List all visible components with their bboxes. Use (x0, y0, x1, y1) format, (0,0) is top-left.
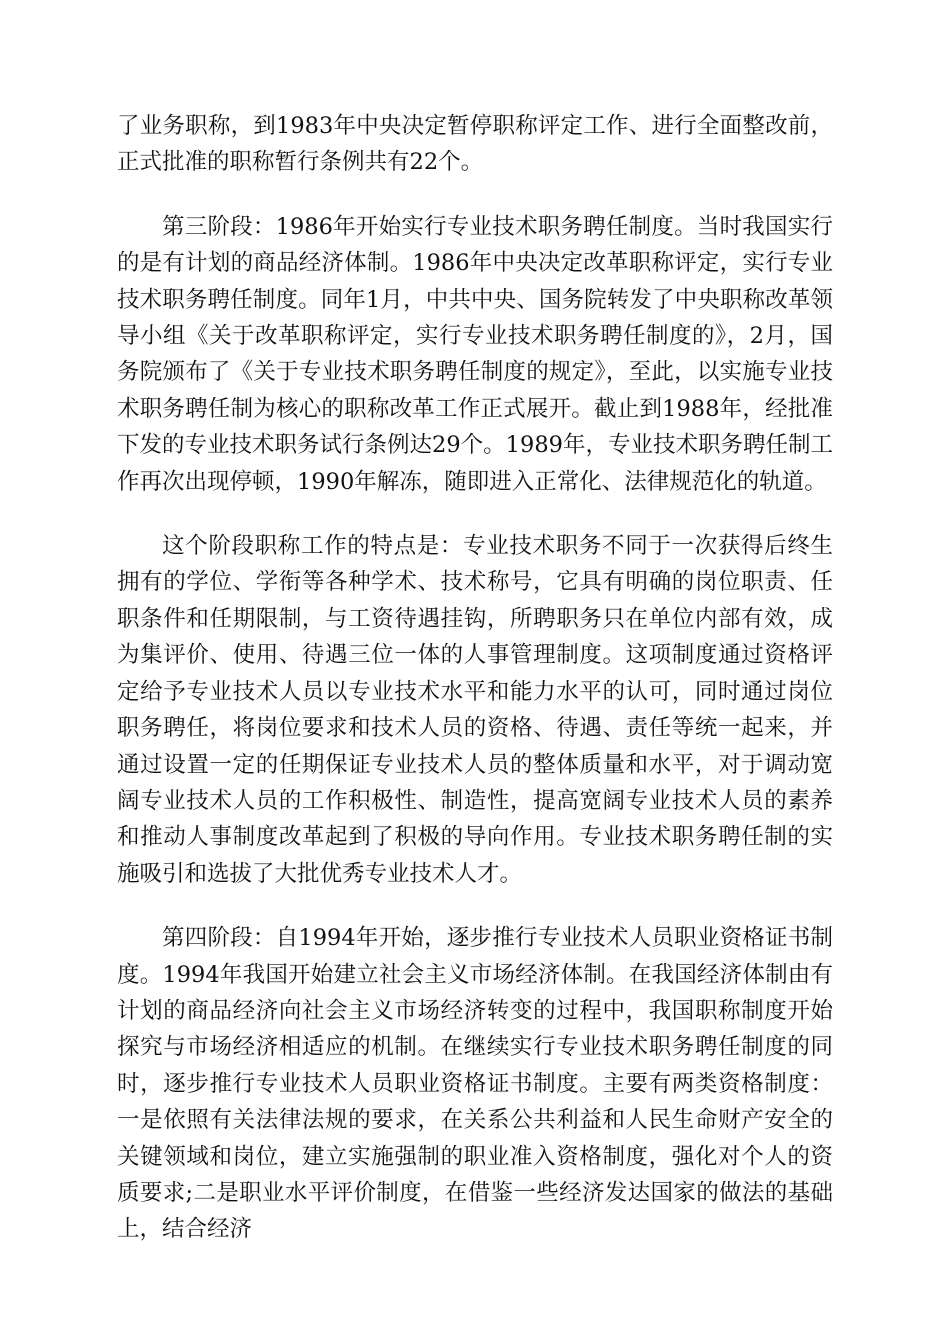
paragraph-stage-four: 第四阶段：自1994年开始，逐步推行专业技术人员职业资格证书制度。1994年我国开始建立社会主义市场经济体制。在我国经济体制由有计划的商品经济向社会主义市场经济转变的过程中，我国职称制度开始探究与市场经济相适应的机制。在继续实行专业技术职务聘任制度的同时，逐步推行专业技术人员职业资格证书制度。主要有两类资格制度：一是依照有关法律法规的要求，在关系公共利益和人民生命财产安全的关键领域和岗位，建立实施强制的职业准入资格制度，强化对个人的资质要求;二是职业水平评价制度，在借鉴一些经济发达国家的做法的基础上，结合经济 (117, 925, 833, 1243)
document-body (117, 108, 833, 1248)
paragraph-continuation: 了业务职称，到1983年中央决定暂停职称评定工作、进行全面整改前，正式批准的职称暂行条例共有22个。 (117, 113, 833, 176)
paragraph-stage-three-features: 这个阶段职称工作的特点是：专业技术职务不同于一次获得后终生拥有的学位、学衔等各种学术、技术称号，它具有明确的岗位职责、任职条件和任期限制，与工资待遇挂钩，所聘职务只在单位内部有效，成为集评价、使用、待遇三位一体的人事管理制度。这项制度通过资格评定给予专业技术人员以专业技术水平和能力水平的认可，同时通过岗位职务聘任，将岗位要求和技术人员的资格、待遇、责任等统一起来，并通过设置一定的任期保证专业技术人员的整体质量和水平，对于调动宽阔专业技术人员的工作积极性、制造性，提高宽阔专业技术人员的素养和推动人事制度改革起到了积极的导向作用。专业技术职务聘任制的实施吸引和选拔了大批优秀专业技术人才。 (117, 533, 833, 887)
paragraph-stage-three: 第三阶段：1986年开始实行专业技术职务聘任制度。当时我国实行的是有计划的商品经济体制。1986年中央决定改革职称评定，实行专业技术职务聘任制度。同年1月，中共中央、国务院转发了中央职称改革领导小组《关于改革职称评定，实行专业技术职务聘任制度的》，2月，国务院颁布了《关于专业技术职务聘任制度的规定》，至此，以实施专业技术职务聘任制为核心的职称改革工作正式展开。截止到1988年，经批准下发的专业技术职务试行条例达29个。1989年，专业技术职务聘任制工作再次出现停顿，1990年解冻，随即进入正常化、法律规范化的轨道。 (117, 213, 833, 495)
